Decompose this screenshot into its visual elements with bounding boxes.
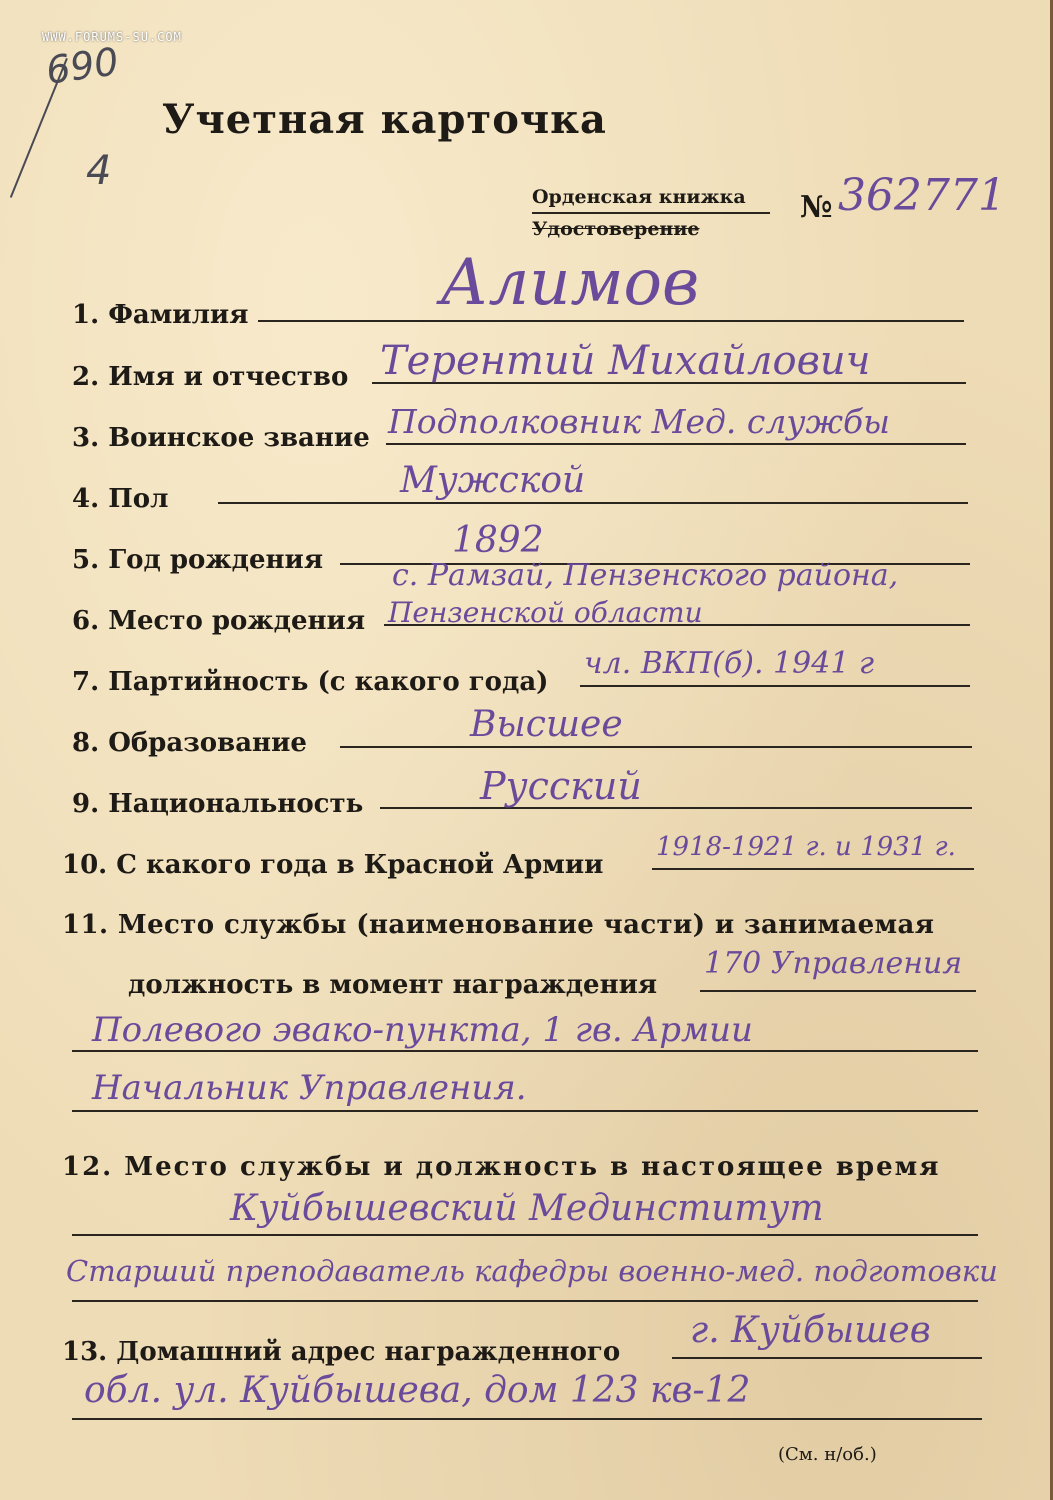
field-label-education: 8. Образование: [72, 728, 307, 758]
field-label-birthplace: 6. Место рождения: [72, 606, 366, 636]
document-type-struck: Удостоверение: [532, 218, 700, 240]
field-value-army-since: 1918-1921 г. и 1931 г.: [656, 832, 956, 862]
field-line-education: [340, 746, 972, 748]
number-label: №: [800, 190, 833, 225]
field-value-education: Высшее: [470, 704, 623, 745]
watermark: WWW.FORUMS-SU.COM: [42, 30, 182, 44]
field-label-army-since: 10. С какого года в Красной Армии: [62, 850, 604, 880]
document-type-divider: [532, 212, 770, 214]
field-value-current-2: Старший преподаватель кафедры военно-мед. подготовки: [66, 1254, 998, 1288]
number-value: 362771: [838, 170, 1006, 221]
field-value-service-2: Полевого эвако-пункта, 1 гв. Армии: [92, 1010, 753, 1050]
field-line-address-2: [72, 1418, 982, 1420]
field-label-rank: 3. Воинское звание: [72, 423, 370, 453]
pencil-mark-bottom: 4: [86, 148, 112, 194]
field-label-party: 7. Партийность (с какого года): [72, 667, 549, 697]
field-value-name: Терентий Михайлович: [380, 338, 871, 384]
field-value-address-1: г. Куйбышев: [690, 1310, 931, 1351]
field-line-address-1: [672, 1357, 982, 1359]
pencil-mark-top: 690: [43, 39, 122, 93]
field-value-birthplace-2: Пензенской области: [388, 596, 703, 629]
field-line-service-1: [700, 990, 976, 992]
field-label-service-2: должность в момент награждения: [128, 970, 658, 1000]
field-label-service-1: 11. Место службы (наименование части) и занимаемая: [62, 910, 935, 940]
field-value-sex: Мужской: [400, 460, 586, 501]
field-value-rank: Подполковник Мед. службы: [388, 402, 891, 441]
field-line-rank: [386, 443, 966, 445]
footer-note: (См. н/об.): [778, 1444, 877, 1465]
field-line-service-2: [72, 1050, 978, 1052]
field-line-surname: [258, 320, 964, 322]
field-line-service-3: [72, 1110, 978, 1112]
field-line-sex: [218, 502, 968, 504]
field-label-surname: 1. Фамилия: [72, 300, 249, 330]
page-title: Учетная карточка: [162, 96, 607, 143]
field-value-party: чл. ВКП(б). 1941 г: [584, 646, 875, 681]
field-line-current-2: [72, 1300, 978, 1302]
field-label-name: 2. Имя и отчество: [72, 362, 349, 392]
field-value-nationality: Русский: [480, 764, 642, 808]
document-type: Орденская книжка: [532, 186, 746, 208]
field-value-birthplace-1: с. Рамзай, Пензенского района,: [392, 558, 899, 593]
field-value-address-2: обл. ул. Куйбышева, дом 123 кв-12: [84, 1370, 751, 1411]
field-label-nationality: 9. Национальность: [72, 789, 364, 819]
field-value-service-3: Начальник Управления.: [92, 1068, 527, 1108]
field-value-current-1: Куйбышевский Мединститут: [230, 1188, 824, 1229]
field-line-nationality: [380, 807, 972, 809]
field-line-current-1: [72, 1234, 978, 1236]
field-value-birth-year: 1892: [452, 520, 544, 561]
field-value-service-1: 170 Управления: [704, 946, 963, 981]
field-line-party: [580, 685, 970, 687]
field-label-birth-year: 5. Год рождения: [72, 545, 324, 575]
field-line-army-since: [652, 868, 974, 870]
field-value-surname: Алимов: [440, 246, 700, 320]
field-label-sex: 4. Пол: [72, 484, 169, 514]
field-label-current: 12. Место службы и должность в настоящее время: [62, 1152, 941, 1182]
pencil-slash: [10, 58, 68, 198]
field-label-address: 13. Домашний адрес награжденного: [62, 1337, 621, 1367]
